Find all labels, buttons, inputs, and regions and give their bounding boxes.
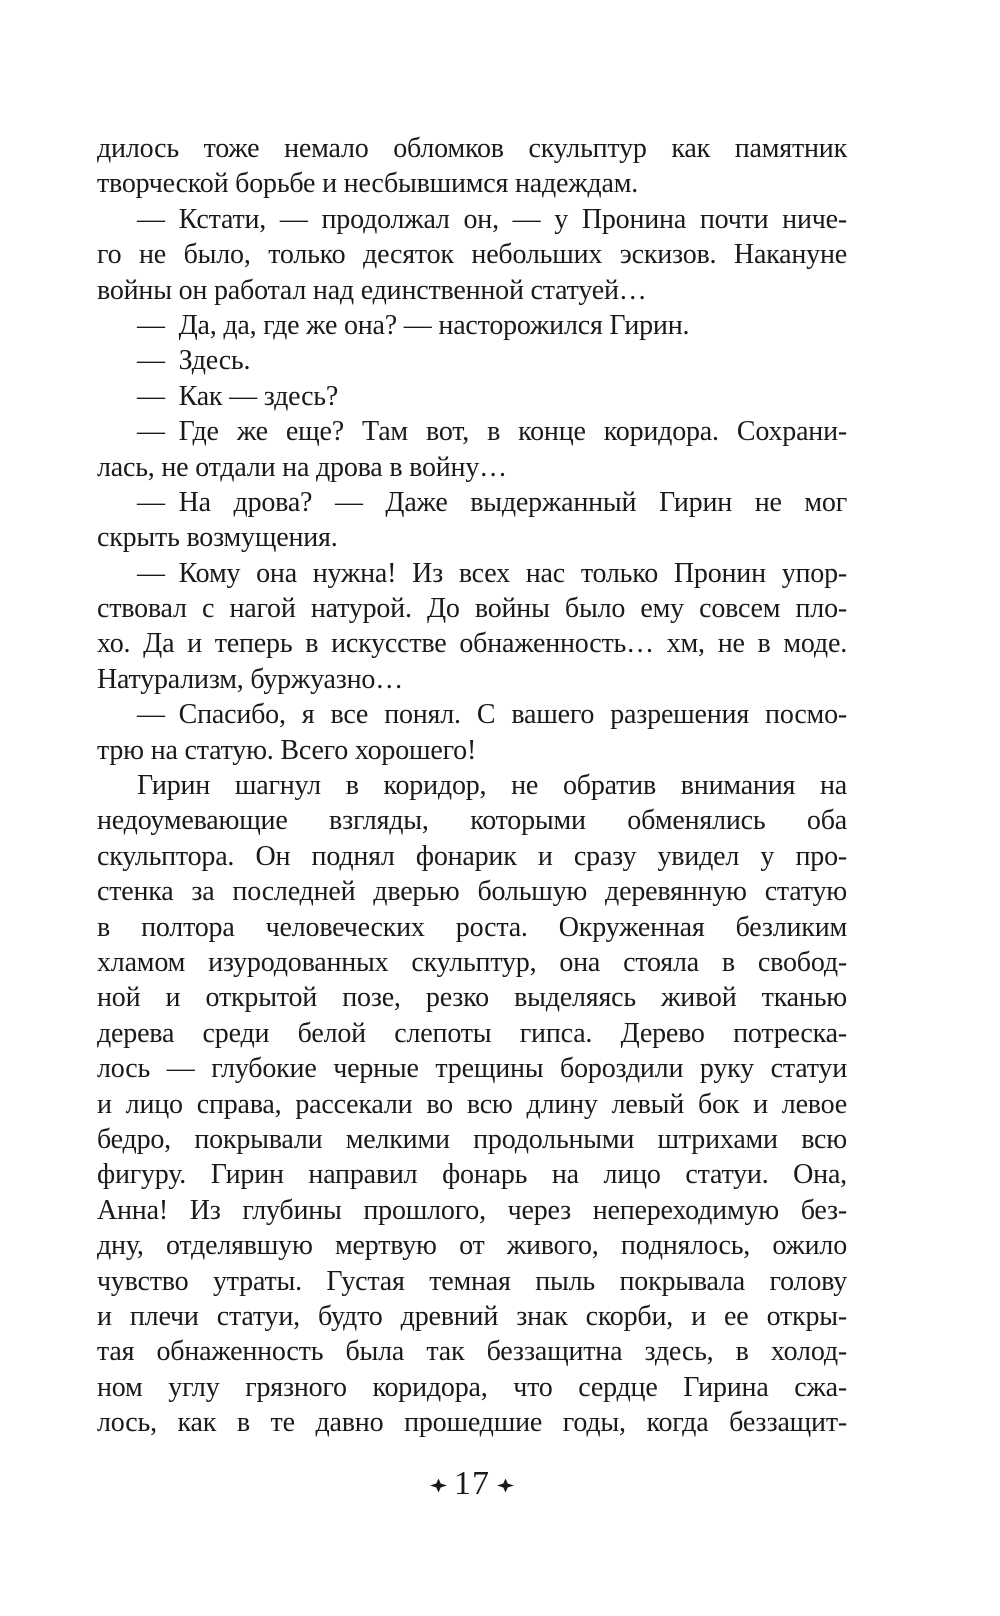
text-line: — Кстати, — продолжал он, — у Пронина почти ниче- [137, 203, 847, 235]
text-line: ствовал с нагой натурой. До войны было ему совсем пло- [97, 593, 847, 625]
text-line: скрыть возмущения. [97, 522, 338, 554]
text-line: трю на статую. Всего хорошего! [97, 734, 477, 766]
text-line: стенка за последней дверью большую деревянную статую [97, 876, 847, 908]
text-line: хо. Да и теперь в искусстве обнаженность… хм, не в моде. [97, 628, 847, 660]
text-line: лось, как в те давно прошедшие годы, когда беззащит- [97, 1407, 847, 1439]
text-line: Анна! Из глубины прошлого, через непереходимую без- [97, 1194, 847, 1226]
page-footer [97, 1467, 847, 1501]
text-line: — Здесь. [137, 345, 251, 377]
page-text [97, 131, 847, 1440]
text-line: ном углу грязного коридора, что сердце Гирина сжа- [97, 1371, 847, 1403]
text-line: лось — глубокие черные трещины бороздили руку статуи [97, 1053, 847, 1085]
text-line: дилось тоже немало обломков скульптур как памятник [97, 133, 847, 164]
text-line: и лицо справа, рассекали во всю длину левый бок и левое [97, 1088, 847, 1120]
text-line: лась, не отдали на дрова в войну… [97, 451, 507, 483]
text-line: — Кому она нужна! Из всех нас только Пронин упор- [137, 557, 847, 589]
text-line: — Как — здесь? [137, 380, 339, 412]
text-line: — Да, да, где же она? — насторожился Гирин. [137, 309, 690, 341]
text-line: творческой борьбе и несбывшимся надеждам. [97, 168, 639, 200]
text-line: — Спасибо, я все понял. С вашего разрешения посмо- [137, 699, 847, 731]
text-line: недоумевающие взгляды, которыми обменялись оба [97, 805, 847, 837]
text-line: бедро, покрывали мелкими продольными штрихами всю [97, 1123, 847, 1155]
text-line: — Где же еще? Там вот, в конце коридора. Сохрани- [137, 416, 847, 448]
text-line: и плечи статуи, будто древний знак скорби, и ее откры- [97, 1300, 847, 1332]
text-line: скульптора. Он поднял фонарик и сразу увидел у про- [97, 840, 847, 872]
text-line: Гирин шагнул в коридор, не обратив внимания на [137, 770, 847, 802]
text-line: дну, отделявшую мертвую от живого, поднялось, ожило [97, 1230, 847, 1262]
text-line: ной и открытой позе, резко выделяясь живой тканью [97, 982, 847, 1014]
text-line: чувство утраты. Густая темная пыль покрывала голову [97, 1265, 847, 1297]
text-line: фигуру. Гирин направил фонарь на лицо статуи. Она, [97, 1159, 847, 1191]
text-line: дерева среди белой слепоты гипса. Дерево потреска- [97, 1017, 847, 1049]
text-line: — На дрова? — Даже выдержанный Гирин не мог [137, 486, 847, 518]
text-line: в полтора человеческих роста. Окруженная безликим [97, 911, 847, 943]
text-line: хламом изуродованных скульптур, она стояла в свобод- [97, 946, 847, 978]
text-line: Натурализм, буржуазно… [97, 663, 404, 695]
ornament-star-right-icon [497, 1479, 514, 1493]
ornament-star-left-icon [430, 1479, 447, 1493]
text-line: войны он работал над единственной статуей… [97, 274, 647, 306]
page-number: 17 [454, 1465, 490, 1502]
text-line: тая обнаженность была так беззащитна здесь, в холод- [97, 1336, 847, 1368]
text-line: го не было, только десяток небольших эскизов. Накануне [97, 239, 847, 271]
